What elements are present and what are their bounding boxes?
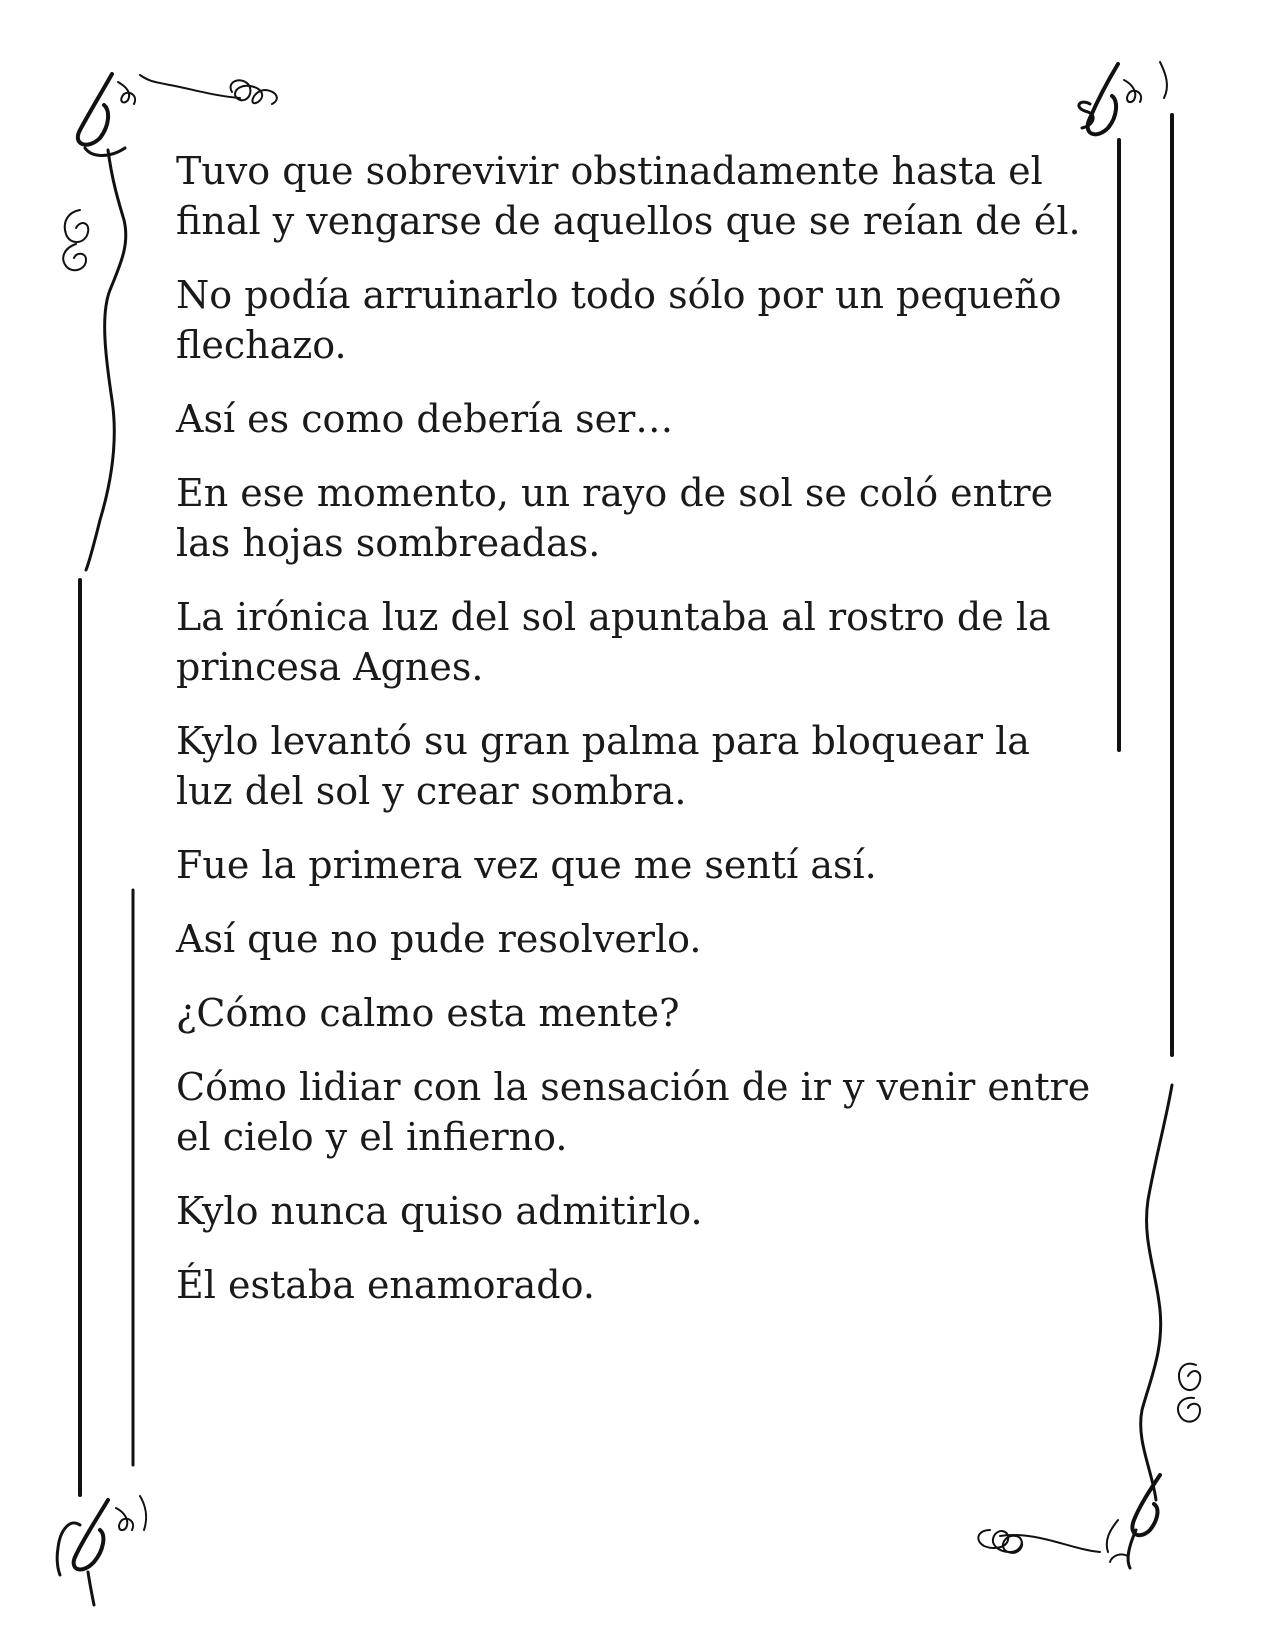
paragraph-4: En ese momento, un rayo de sol se coló entre las hojas sombreadas. <box>176 471 1054 565</box>
paragraph-8: Así que no pude resolverlo. <box>176 917 702 961</box>
page-body <box>176 146 1091 1334</box>
paragraph-10: Cómo lidiar con la sensación de ir y venir entre el cielo y el infierno. <box>176 1065 1091 1159</box>
paragraph-11: Kylo nunca quiso admitirlo. <box>176 1189 703 1233</box>
paragraph-12: Él estaba enamorado. <box>176 1263 595 1307</box>
paragraph-5: La irónica luz del sol apuntaba al rostro de la princesa Agnes. <box>176 595 1051 689</box>
paragraph-9: ¿Cómo calmo esta mente? <box>176 991 680 1035</box>
paragraph-2: No podía arruinarlo todo sólo por un pequeño flechazo. <box>176 273 1062 367</box>
top-right-flourish-icon <box>1079 62 1167 134</box>
bottom-left-flourish-icon <box>57 1496 146 1605</box>
paragraph-6: Kylo levantó su gran palma para bloquear la luz del sol y crear sombra. <box>176 719 1030 813</box>
paragraph-7: Fue la primera vez que me sentí así. <box>176 843 877 887</box>
paragraph-1: Tuvo que sobrevivir obstinadamente hasta el final y vengarse de aquellos que se reían de él. <box>176 149 1081 243</box>
paragraph-3: Así es como debería ser… <box>176 397 674 441</box>
